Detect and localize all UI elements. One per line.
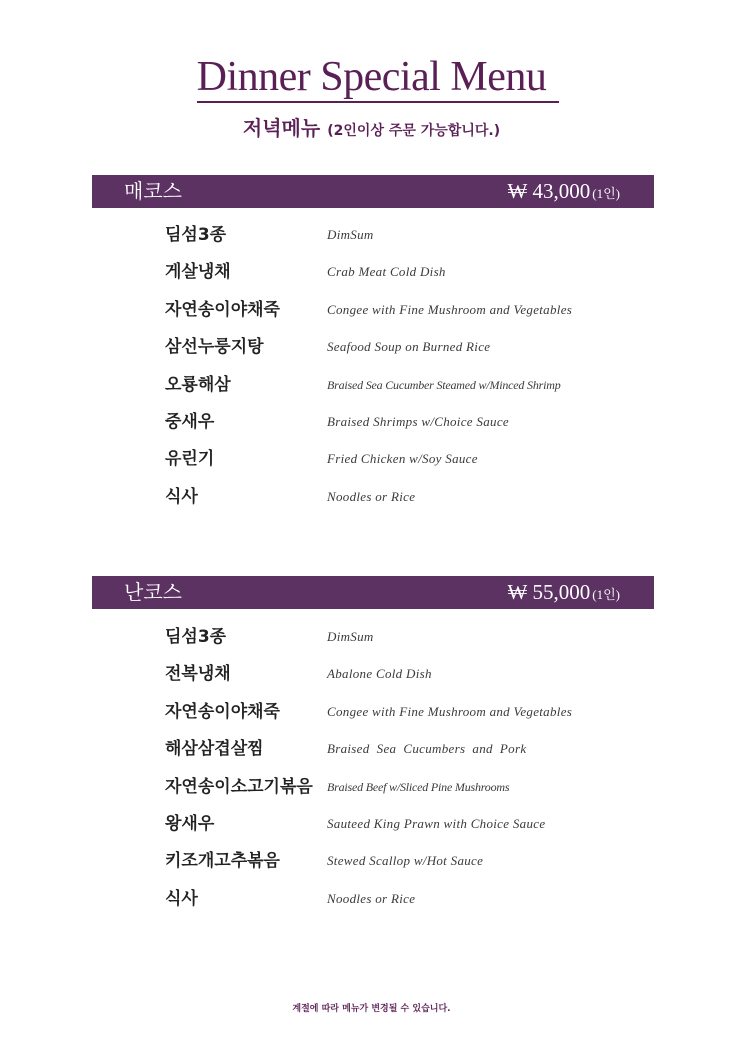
menu-item	[165, 410, 685, 447]
dish-name-ko: 딤섬3종	[165, 627, 227, 647]
course-price	[507, 576, 620, 611]
course-name: 난코스	[124, 580, 182, 604]
dish-name-ko: 삼선누룽지탕	[165, 337, 264, 358]
dish-name-en: Noodles or Rice	[327, 890, 416, 906]
dish-name-ko: 자연송이야채죽	[165, 701, 280, 722]
dish-name-ko: 왕새우	[165, 813, 215, 834]
dish-name-en: Congee with Fine Mushroom and Vegetables	[327, 301, 573, 317]
course-price-per: (1인)	[592, 186, 620, 201]
menu-item	[165, 662, 685, 699]
menu-item	[165, 849, 685, 886]
menu-item	[165, 485, 685, 522]
dish-name-en: Crab Meat Cold Dish	[327, 264, 446, 280]
course-price-value: ₩ 43,000	[507, 179, 591, 203]
menu-item	[165, 373, 685, 410]
subtitle-note: (2인이상 주문 가능합니다.)	[327, 123, 501, 139]
dish-name-en: Congee with Fine Mushroom and Vegetables	[327, 703, 573, 719]
course-price-value: ₩ 55,000	[507, 580, 591, 604]
menu-item	[165, 223, 685, 260]
dish-name-ko: 유린기	[165, 449, 215, 470]
subtitle	[0, 114, 743, 145]
menu-item	[165, 447, 685, 484]
dish-name-en: Seafood Soup on Burned Rice	[327, 339, 491, 355]
dish-name-en: Sauteed King Prawn with Choice Sauce	[327, 815, 546, 831]
dish-name-ko: 자연송이야채죽	[165, 299, 280, 320]
dish-name-en: Braised Sea Cucumber Steamed w/Minced Shrimp	[327, 377, 561, 392]
course-price	[507, 175, 620, 210]
menu-item	[165, 298, 685, 335]
menu-item	[165, 335, 685, 372]
menu-item	[165, 625, 685, 662]
dish-name-ko: 해삼삼겹살찜	[165, 739, 264, 760]
dish-name-ko: 오룡해삼	[165, 374, 231, 395]
course-price-per: (1인)	[592, 587, 620, 602]
dish-name-en: Stewed Scallop w/Hot Sauce	[327, 853, 484, 869]
dish-name-ko: 식사	[165, 888, 198, 909]
dish-name-en: Braised Shrimps w/Choice Sauce	[327, 413, 509, 429]
dish-name-ko: 전복냉채	[165, 664, 231, 685]
dish-name-ko: 딤섬3종	[165, 225, 227, 245]
menu-item	[165, 737, 685, 774]
course-items-nan	[165, 625, 685, 924]
course-header-nan	[92, 576, 654, 609]
dish-name-en: Braised Beef w/Sliced Pine Mushrooms	[327, 779, 510, 794]
title-underline	[197, 101, 559, 103]
dish-name-ko: 키조개고추볶음	[165, 851, 280, 872]
menu-item	[165, 775, 685, 812]
menu-item	[165, 887, 685, 924]
dish-name-ko: 게살냉채	[165, 262, 231, 283]
footer-note: 계절에 따라 메뉴가 변경될 수 있습니다.	[292, 1004, 451, 1014]
dish-name-en: Braised Sea Cucumbers and Pork	[327, 741, 527, 757]
menu-item	[165, 812, 685, 849]
course-header-mae	[92, 175, 654, 208]
dish-name-en: Noodles or Rice	[327, 488, 416, 504]
dish-name-en: Abalone Cold Dish	[327, 666, 432, 682]
course-name: 매코스	[124, 179, 182, 203]
menu-item	[165, 260, 685, 297]
dish-name-en: DimSum	[327, 227, 374, 242]
course-items-mae	[165, 223, 685, 522]
dish-name-en: Fried Chicken w/Soy Sauce	[327, 451, 478, 467]
dish-name-ko: 식사	[165, 486, 198, 507]
dish-name-ko: 자연송이소고기볶음	[165, 776, 313, 797]
dish-name-ko: 중새우	[165, 411, 215, 432]
menu-title: Dinner Special Menu	[196, 54, 547, 100]
dish-name-en: DimSum	[327, 629, 374, 644]
menu-item	[165, 700, 685, 737]
subtitle-main: 저녁메뉴	[242, 116, 321, 140]
